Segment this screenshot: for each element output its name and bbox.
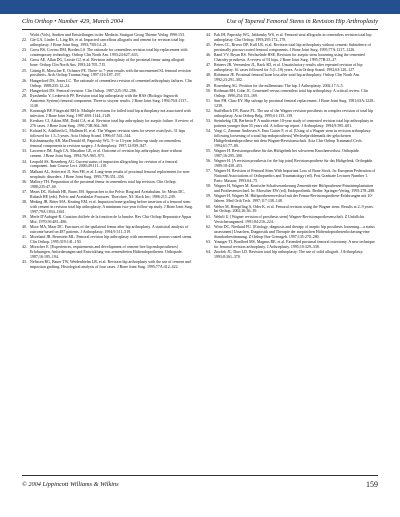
reference-number: 58. xyxy=(206,183,211,189)
reference-entry xyxy=(206,250,378,260)
reference-number: 62. xyxy=(206,223,211,229)
reference-number: 52. xyxy=(206,107,211,113)
reference-text: Sim FH, Chao EY. Hip salvage by proximal femoral replacement. J Bone Joint Surg. 1981;63A:1228–1239. xyxy=(214,97,376,108)
reference-text: Moreland JR, Bernstein ML. Femoral revision hip arthroplasty with uncemented, porous-coated stems. Clin Orthop. 1995;319:141–150. xyxy=(30,234,193,245)
header-rule xyxy=(22,29,378,30)
reference-number: 28. xyxy=(22,92,27,98)
page-footer xyxy=(22,480,378,490)
reference-text: Weber M, Hempfling A, Oder K, et al. Femoral revision using the Wagner stem: Results at 2–9 years. Int Orthop. 2002;26:36–39. xyxy=(214,203,374,214)
reference-text: Wagner H. [A revision prosthesis for the hip joint] Revisionsprothese für das Hüftgelenk. Orthopäde. 1989;18:438–453. xyxy=(214,158,374,169)
reference-text: Moor MA, Maar DC. Fractures of the ipsilateral femur after hip arthroplasty. A statistical analysis of outcome based on 487 patients. J Arthroplasty. 1994;9:511–519. xyxy=(30,224,189,234)
reference-text: Mallory TH. Preparation of the proximal femur in cementless total hip revision. Clin Orthop. 1988;235:47–60. xyxy=(30,178,177,189)
reference-text: Staffelbach DV, Busse PL. The use of the Wagner revision prosthesis in complex revision of total hip arthroplasty. Acta Orthop Belg. 1995;61:135–139. xyxy=(214,107,374,118)
reference-number: 25. xyxy=(22,67,27,73)
reference-number: 54. xyxy=(206,128,211,134)
reference-text: Wagner H. Revisionsprothese für das Hüftgelenk bei schwerem Knochenverlust. Orthopäde. 1987;16:295–300. xyxy=(214,148,360,159)
reference-text: Wirtz DC, Niethard FU. [Etiology, diagnosis and therapy of aseptic hip prosthesis loosening—a status assessment] Ursachen, Diagnostik und Therapie der aseptischen Hüftendoprothesenlockerung-eine Standortbestimmung. Z Orthop Ihre Grenzgeb. 1997;135:270–280. xyxy=(214,223,375,239)
reference-text: Leopold SS, Rosenberg AG. Current status of impaction allografting for revision of a femoral component. Instr Course Lect. 2000;49:111–118. xyxy=(30,158,178,169)
reference-text: Grünig R, Morscher E, Ochsner PE. Three- to 7-year results with the uncemented SL femoral revision prosthesis. Arch Orthop Trauma Surg. 1997;116:187–197. xyxy=(30,67,191,78)
reference-text: Peters CL, Rivero DP, Kull LR, et al. Revision total hip arthroplasty without cement: Subsidence of proximally porous-coated femoral components. J Bone Joint Surg. 1995;77A:1217–1226. xyxy=(214,42,371,53)
reference-text: Merle D'Aubigné R. Cotation chiffrée de la fonction de la hanche. Rev Chir Orthop Reparatrice Appar Mot. 1970;56:481–486. xyxy=(30,213,192,224)
reference-number: 39. xyxy=(22,213,27,219)
reference-number: 29. xyxy=(22,107,27,113)
reference-text: Mears DC, Rubash HE, Burns JM. Approaches to the Pelvic Ring and Acetabulum. In: Mears DC, Rubash HE (eds). Pelvic and Acetabular Fractures. Thorofare, NJ: Slack Inc; 1986:215–249. xyxy=(30,188,185,199)
reference-text: Kolstad K, Adalberth G, Mallmin H, et al. The Wagner revision stem for severe osteolysis. 31 hips followed for 1.5–5 years. Acta Orthop Scand. 1996;67:541–544. xyxy=(30,128,186,139)
reference-number: 38. xyxy=(22,198,27,204)
reference-text: Younger TI, Bradford MS, Magnus RE, et al. Extended proximal femoral osteotomy. A new technique for femoral revision arthroplasty. J Arthroplasty. 1995;10:329–338. xyxy=(214,238,375,249)
reference-text: Wagner H. Revision of Femoral Stem With Important Loss of Bone Stock. In: European Federation of National Associations of Orthopaedics and Traumatology (ed). Post Graduate Lecturer Number 1. Paris: Masson; 1993:64–75. xyxy=(214,168,375,184)
reference-number: 32. xyxy=(22,138,27,144)
reference-number: 57. xyxy=(206,168,211,174)
references-column-right xyxy=(206,33,378,471)
reference-text: Gross AE, Allan DG, Lavoie GJ, et al. Revision arthroplasty of the proximal femur using allograft bone. Orthop Clin North Am. 1993;24:705–715. xyxy=(30,57,185,68)
reference-number: 61. xyxy=(206,213,211,219)
reference-text: Rosenberg AG. Position for the millennium: The hip. J Arthroplasty. 2002;17:3–5. xyxy=(214,82,344,88)
reference-number: 63. xyxy=(206,238,211,244)
reference-text: Wagner H, Wagner M. Hüftprothesenwechsel mit der Femur-Revisionsprothese-Erfahrungen mit 10-Jahren. Med Orth Tech. 1997;117:138–148. xyxy=(214,193,373,204)
article-short-title: Use of Tapered Femoral Stems in Revision Hip Arthroplasty xyxy=(226,18,378,25)
reference-entry xyxy=(22,94,194,109)
reference-text: Wagner H, Wagner M. Konische Schaftverankerung Zementfreier Hüftprothesen-Primärimplantation und Prothesenwechsel. In: Morscher EW (ed). Endoprothetik. Berlin: Springer-Verlag; 1995:278–288. xyxy=(214,183,376,194)
footer-rule xyxy=(22,475,378,476)
references-column-left xyxy=(22,33,194,471)
reference-entry xyxy=(206,225,378,240)
reference-text: Wehrli U. [Wagner revision of prosthesis stem] Wagner-Revisionsprothesenschaft. Z Unfallchir Versicherungsmed. 1991;84:216–224. xyxy=(214,213,365,224)
reference-text: Krishnamurthy AB, MacDonald SJ, Paprosky WG. 5- to 13-year follow-up study on cementless femoral components in revision surgery. J Arthroplasty. 1997;12:839–847. xyxy=(30,138,181,149)
reference-entry xyxy=(206,129,378,149)
reference-number: 27. xyxy=(22,87,27,93)
reference-number: 49. xyxy=(206,82,211,88)
reference-number: 23. xyxy=(22,47,27,53)
reference-text: Zmolek JC, Dorr LD. Revision total hip arthroplasty: The use of solid allograft. J Arthroplasty. 1993;8:361–370. xyxy=(214,248,364,259)
reference-number: 44. xyxy=(206,33,211,37)
reference-text: Gie GA, Linder L, Ling RS, et al. Impacted cancellous allografts and cement for revision total hip arthroplasty. J Bone Joint Surg. 1993;75B:14–21. xyxy=(30,37,185,48)
reference-number: 46. xyxy=(206,52,211,58)
reference-text: Reiners JB, Vermeulen JL, Rack SD, et al. Unsatisfactory results after repeated revision of hip arthroplasty: 61 cases followed for 5 (1–10) years. Acta Orthop Scand. 1992;63:120–127. xyxy=(214,62,363,73)
reference-number: 34. xyxy=(22,158,27,164)
reference-text: Steinhebig CB, Berberiu P. A multicenter 10-year study of cemented revision total hip arthroplasty in patients younger than 55 years old. A follow-up report. J Arthroplasty. 1994;9:595–601. xyxy=(214,118,374,128)
reference-text: Morscher E. [Experiences, requirements and development of cement-free hip endoprostheses] Erfahrungen, Anforderungen und Entwicklung von zementfreien Hüftendoprothesen. Orthopade. 1987;16:185–194. xyxy=(30,244,183,260)
running-header xyxy=(22,17,378,27)
reference-text: Hungerford DS, Jones LC. The rationale of cementless revision of cemented arthroplasty failures. Clin Orthop. 1988;235:12–24. xyxy=(30,77,192,88)
copyright-notice: © 2004 Lippincott Williams & Wilkins xyxy=(22,481,119,488)
reference-text: Kershaw CJ, Atkins RM, Dodd CA, et al. Revision total hip arthroplasty for aseptic failure. A review of 276 cases. J Bone Joint Surg. 1991;73B:564–568. xyxy=(30,118,194,128)
journal-issue-label: Clin Orthop • Number 429, March 2004 xyxy=(22,18,124,25)
reference-number: 60. xyxy=(206,203,211,209)
reference-text: Voigt C, Zimmer Andersen S, Emo Gaiser F, et al. [Using of a Wagner stem in revision arthroplasty following loosening of a total hip endoprosthesis] Wechselproblematik der gelockerten Hüftgelenkendoprothese mit dem Wagner-Revisionsschaft. Acta Chir Orthop Traumatol Cech. 1994;61:77–80. xyxy=(214,128,371,148)
reference-number: 47. xyxy=(206,62,211,68)
reference-number: 51. xyxy=(206,97,211,103)
reference-text: Pak JH, Paprosky WG, Jablonsky WS, et al. Femoral strut allografts in cementless revision total hip arthroplasty. Clin Orthop. 1993;295:172–178. xyxy=(214,33,372,42)
top-color-band xyxy=(0,0,400,14)
reference-text: Nelissen RG, Bauer TW, Weidenhielm LR, et al. Revision hip arthroplasty with the use of cement and impaction grafting. Histological analysis of four cases. J Bone Joint Surg. 1995;77A:412–422. xyxy=(30,259,191,270)
reference-number: 59. xyxy=(206,193,211,199)
reference-number: 35. xyxy=(22,168,27,174)
reference-entry xyxy=(22,200,194,215)
reference-number: 41. xyxy=(22,234,27,240)
reference-number: 48. xyxy=(206,72,211,78)
reference-number: 30. xyxy=(22,118,27,124)
reference-text: Kavanagh BF, Fitzgerald RH Jr. Multiple revisions for failed total hip arthroplasty not associated with infection. J Bone Joint Surg. 1987;69A:1144–1149. xyxy=(30,107,191,118)
reference-number: 40. xyxy=(22,224,27,230)
reference-number: 64. xyxy=(206,248,211,254)
reference-number: 56. xyxy=(206,158,211,164)
reference-number: 24. xyxy=(22,57,27,63)
reference-number: 31. xyxy=(22,128,27,134)
reference-text: Ilyashenko Y, Lednevich PF. Revision total hip arthroplasty with the HAS (Biologic Ingrowth Anatomic System) femoral component: Three to sixyear results. J Bone Joint Surg. 1994;76A:1137–1148. xyxy=(30,92,189,108)
page-number: 159 xyxy=(366,480,378,489)
reference-text: Rand VV, Bryan RS. Wechselnde HSE. Revision for aseptic stem loosening using the cemented Charnley prosthesis. A review of 91 hips. J Bone Joint Surg. 1995;77B:23–27. xyxy=(214,52,365,63)
reference-number: 45. xyxy=(206,42,211,48)
reference-text: Malkani AL, Settecerri JJ, Sim FH, et al. Long-term results of proximal femoral replacement for non-neoplastic disorders. J Bone Joint Surg. 1995;77B:351–356. xyxy=(30,168,190,179)
reference-number: 53. xyxy=(206,118,211,124)
reference-number: 33. xyxy=(22,148,27,154)
reference-number: 36. xyxy=(22,178,27,184)
reference-number: 43. xyxy=(22,259,27,265)
reference-text: Gross BS, Covino DM, Borden LS. The rationale for cementless revision total hip replacement with contemporary technology. Orthop Clin North Am. 1993;24:627–633. xyxy=(30,47,188,58)
reference-entry xyxy=(206,169,378,184)
reference-text: Wicht (Vols), Studien und Entstellungen in der Medizin. Stuttgart Georg Thieme Verlag 1990:153. xyxy=(30,33,185,37)
reference-number: 42. xyxy=(22,244,27,250)
reference-number: 37. xyxy=(22,188,27,194)
reference-number: 22. xyxy=(22,37,27,43)
reference-text: Hungerford DS. Femoral revision. Clin Orthop. 1987;225:192–206. xyxy=(30,87,137,93)
reference-text: Lawrence JM, Engh CA, Macalino GE, et al. Outcome of revision hip arthroplasty done without cement. J Bone Joint Surg. 1994;76A:965–973. xyxy=(30,148,182,159)
reference-text: Rothman RH, Cohn JC. Cemented versus cementless total hip arthroplasty. A critical review. Clin Orthop. 1990;254:153–169. xyxy=(214,87,368,98)
reference-entry xyxy=(22,245,194,260)
reference-entry xyxy=(22,260,194,270)
reference-text: Meding JB, Ritter MA, Keating EM, et al. Impaction bone-grafting before insertion of a femoral stem with cement in revision total hip arthroplasty. A minimum two-year follow-up study. J Bone Joint Surg. 1997;79A:1834–1841. xyxy=(30,198,193,214)
reference-text: Robinson JE. Proximal femoral bone loss after total hip arthroplasty. Orthop Clin North Am. 1992;23:291–302. xyxy=(214,72,360,83)
reference-number: 26. xyxy=(22,77,27,83)
reference-number: 55. xyxy=(206,148,211,154)
reference-number: 50. xyxy=(206,87,211,93)
